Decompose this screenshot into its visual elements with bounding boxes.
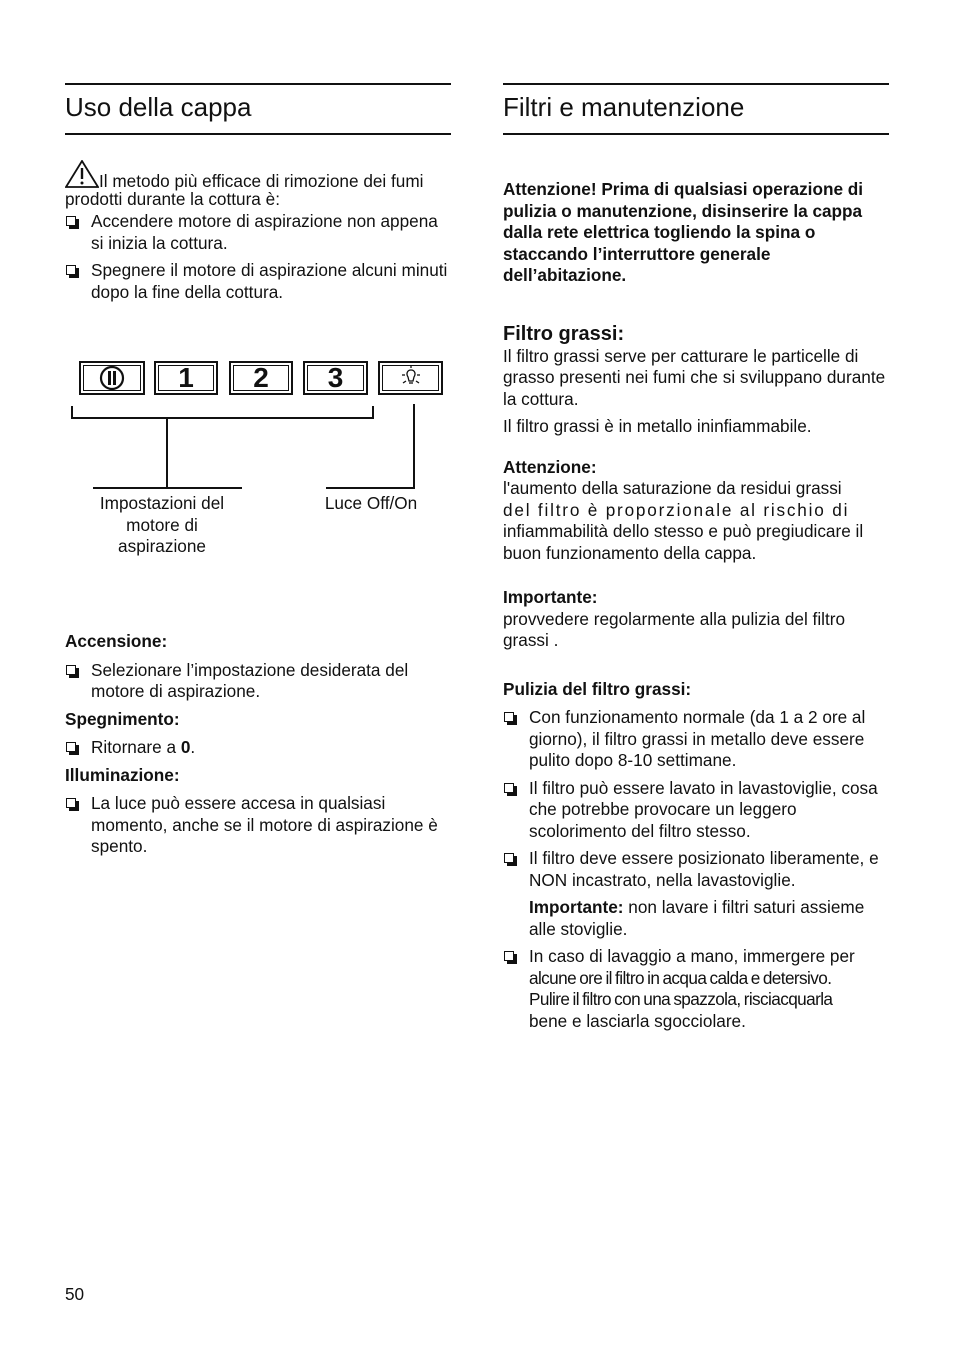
checkbox-bullet-icon [504, 783, 514, 793]
list-item-text: Il filtro deve essere posizionato liberamente, e NON incastrato, nella lavastoviglie. [529, 848, 879, 890]
note-text: non lavare i filtri saturi assieme alle stoviglie. [529, 897, 865, 939]
attenzione-line-3: infiammabilità dello stesso e può pregiudicare il buon funzionamento della cappa. [503, 521, 864, 563]
checkbox-bullet-icon [66, 265, 76, 275]
intro-paragraph [65, 160, 451, 208]
list-item [65, 211, 451, 254]
pulizia-note [503, 897, 889, 940]
light-stem [413, 404, 415, 489]
light-base [326, 487, 415, 489]
right-section-header [503, 83, 889, 135]
list-item-text: La luce può essere accesa in qualsiasi momento, anche se il motore di aspirazione è spento. [91, 793, 438, 856]
heading-filtro-grassi: Filtro grassi: [503, 322, 625, 345]
light-toggle-label: Luce Off/On [324, 493, 418, 513]
light-button [378, 361, 443, 395]
heading-pulizia: Pulizia del filtro grassi: [503, 678, 692, 699]
list-item-text: Accendere motore di aspirazione non appena si inizia la cottura. [91, 211, 438, 253]
list-item [65, 793, 451, 858]
checkbox-bullet-icon [66, 216, 76, 226]
list-item [503, 946, 889, 1032]
speed-label: 1 [178, 362, 194, 394]
list-item [65, 737, 451, 759]
list-item-text: Con funzionamento normale (da 1 a 2 ore al giorno), il filtro grassi in metallo deve essere pulito dopo 8-10 settimane. [529, 707, 866, 770]
checkbox-bullet-icon [66, 665, 76, 675]
left-operations-block [65, 631, 451, 864]
motor-base [93, 487, 242, 489]
list-item [65, 260, 451, 303]
list-item [503, 707, 889, 772]
checkbox-bullet-icon [66, 798, 76, 808]
attenzione-line-2: del filtro è proporzionale al rischio di [503, 499, 850, 520]
speed-label: 2 [253, 362, 269, 394]
setting-zero: 0 [180, 737, 191, 757]
checkbox-bullet-icon [66, 742, 76, 752]
list-item [503, 848, 889, 891]
list-item-line: bene e lasciarla sgocciolare. [529, 1010, 746, 1031]
speed-button-3 [303, 361, 368, 395]
speed-button-2 [229, 361, 293, 395]
importante-text: provvedere regolarmente alla pulizia del filtro grassi . [503, 608, 846, 650]
left-section-header [65, 83, 451, 135]
heading-accensione: Accensione: [65, 631, 168, 651]
power-button [79, 361, 145, 395]
attenzione-line-1: l'aumento della saturazione da residui grassi [503, 478, 842, 498]
list-item-punct: . [190, 737, 196, 757]
heading-spegnimento: Spegnimento: [65, 708, 180, 729]
list-item-text: Spegnere il motore di aspirazione alcuni minuti dopo la fine della cottura. [91, 260, 448, 302]
page-number: 50 [65, 1284, 85, 1304]
power-icon [99, 365, 125, 391]
list-item-line: In caso di lavaggio a mano, immergere per [529, 946, 855, 966]
filtro-paragraph-2: Il filtro grassi è in metallo ininfiammabile. [503, 416, 812, 436]
safety-warning: Attenzione! Prima di qualsiasi operazione di pulizia o manutenzione, disinserire la cappa dalla rete elettrica togliendo la spina o staccando l’interruttore generale dell’abitazione. [503, 179, 864, 285]
heading-importante: Importante: [503, 587, 598, 607]
filtro-paragraph-1: Il filtro grassi serve per catturare le particelle di grasso presenti nei fumi che si sviluppano durante la cottura. [503, 345, 886, 409]
list-item-text: Ritornare a [91, 737, 181, 757]
speed-button-1 [154, 361, 218, 395]
section-title-filtri: Filtri e manutenzione [503, 92, 745, 122]
list-item [503, 778, 889, 843]
list-item [65, 660, 451, 703]
motor-settings-label: Impostazioni del motore di aspirazione [99, 493, 225, 556]
list-item-line: alcune ore il filtro in acqua calda e detersivo. [529, 967, 832, 988]
left-intro-block [65, 160, 451, 309]
motor-stem [166, 418, 168, 488]
motor-bracket-bar [71, 417, 374, 419]
list-item-line: Pulire il filtro con una spazzola, risciacquarla [529, 989, 833, 1009]
list-item-text: Selezionare l’impostazione desiderata del motore di aspirazione. [91, 659, 409, 701]
intro-text: Il metodo più efficace di rimozione dei fumi prodotti durante la cottura è: [65, 171, 424, 209]
light-bulb-icon [397, 364, 425, 392]
checkbox-bullet-icon [504, 712, 514, 722]
heading-illuminazione: Illuminazione: [65, 764, 180, 785]
note-label: Importante: [529, 897, 624, 917]
checkbox-bullet-icon [504, 853, 514, 863]
checkbox-bullet-icon [504, 951, 514, 961]
heading-attenzione: Attenzione: [503, 456, 597, 477]
section-title-uso: Uso della cappa [65, 92, 252, 122]
list-item-text: Il filtro può essere lavato in lavastoviglie, cosa che potrebbe provocare un leggero scolorimento del filtro stesso. [529, 777, 878, 841]
speed-label: 3 [327, 362, 344, 394]
right-content-block [503, 179, 889, 1038]
warning-icon [65, 160, 99, 188]
